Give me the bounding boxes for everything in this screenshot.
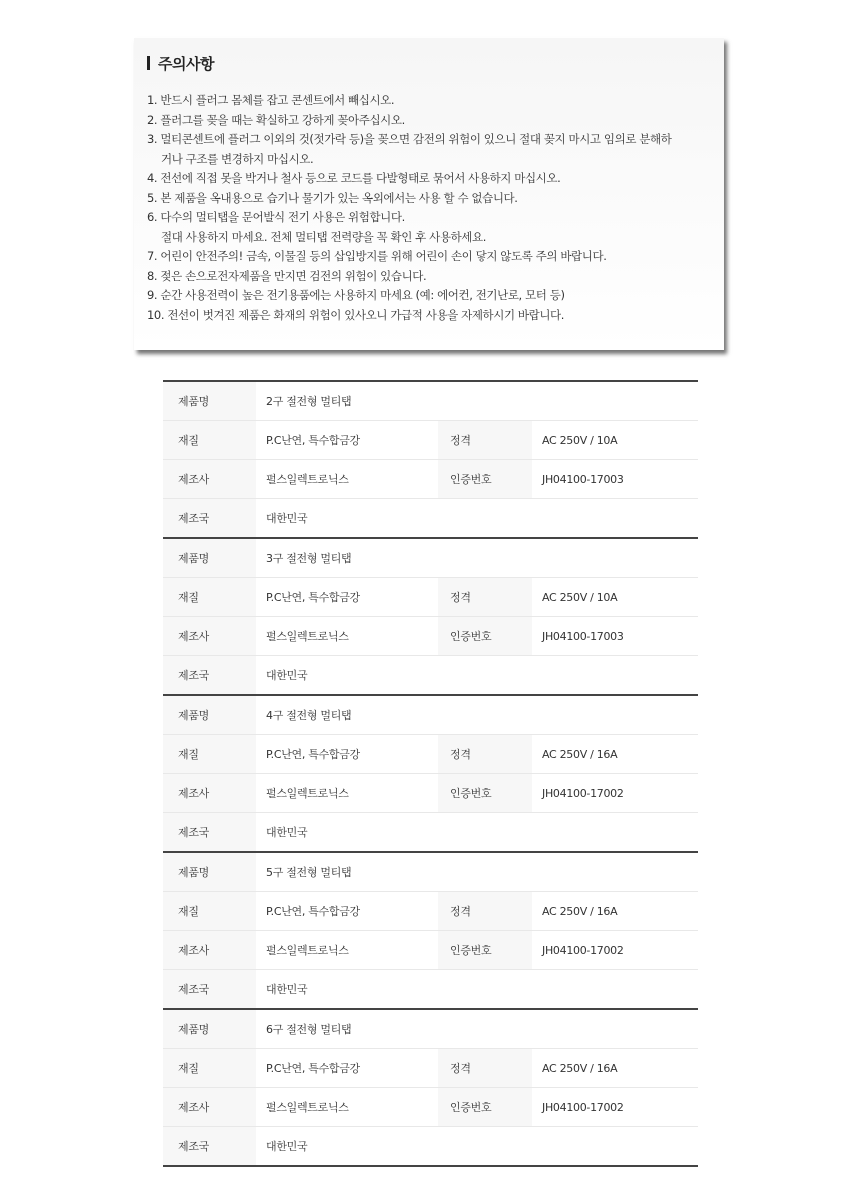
notice-item bbox=[147, 306, 724, 326]
notice-item-text: 10. 전선이 벗겨진 제품은 화재의 위험이 있사오니 가급적 사용을 자제하시기 바랍니다. bbox=[147, 307, 565, 322]
notice-header bbox=[147, 52, 724, 74]
product-name-value: 6구 절전형 멀티탭 bbox=[256, 1009, 698, 1049]
label-rating: 정격 bbox=[438, 1049, 532, 1088]
maker-value: 펄스일렉트로닉스 bbox=[256, 1088, 438, 1127]
label-country: 제조국 bbox=[163, 813, 256, 852]
label-product-name: 제품명 bbox=[163, 852, 256, 892]
label-maker: 제조사 bbox=[163, 617, 256, 656]
label-cert: 인증번호 bbox=[438, 617, 532, 656]
notice-item-text: 6. 다수의 멀티탭을 문어발식 전기 사용은 위험합니다. bbox=[147, 210, 405, 224]
label-maker: 제조사 bbox=[163, 1088, 256, 1127]
notice-item-text: 1. 반드시 플러그 몸체를 잡고 콘센트에서 빼십시오. bbox=[147, 93, 395, 107]
notice-item bbox=[147, 91, 724, 111]
rating-value: AC 250V / 16A bbox=[532, 892, 698, 931]
label-cert: 인증번호 bbox=[438, 1088, 532, 1127]
notice-item-text: 2. 플러그를 꽂을 때는 확실하고 강하게 꽂아주십시오. bbox=[147, 112, 405, 127]
rating-value: AC 250V / 10A bbox=[532, 578, 698, 617]
maker-value: 펄스일렉트로닉스 bbox=[256, 931, 438, 970]
spec-table bbox=[163, 851, 698, 1008]
label-country: 제조국 bbox=[163, 970, 256, 1009]
spec-row-country bbox=[163, 813, 698, 852]
label-rating: 정격 bbox=[438, 578, 532, 617]
country-value: 대한민국 bbox=[266, 512, 308, 525]
product-name-value: 5구 절전형 멀티탭 bbox=[256, 852, 698, 892]
country-value: 대한민국 bbox=[266, 826, 308, 839]
spec-row-name bbox=[163, 695, 698, 735]
label-maker: 제조사 bbox=[163, 774, 256, 813]
spec-row-country bbox=[163, 970, 698, 1009]
country-value: 대한민국 bbox=[266, 983, 308, 996]
spec-row-material bbox=[163, 578, 698, 617]
label-rating: 정격 bbox=[438, 421, 532, 460]
product-name-value: 2구 절전형 멀티탭 bbox=[256, 381, 698, 421]
product-name-value: 3구 절전형 멀티탭 bbox=[256, 538, 698, 578]
spec-row-name bbox=[163, 381, 698, 421]
spec-row-material bbox=[163, 421, 698, 460]
spec-row-country bbox=[163, 1127, 698, 1167]
label-cert: 인증번호 bbox=[438, 460, 532, 499]
spec-tables bbox=[163, 380, 698, 1167]
notice-item bbox=[147, 286, 724, 306]
notice-item-text: 8. 젖은 손으로전자제품을 만지면 검전의 위험이 있습니다. bbox=[147, 268, 427, 283]
label-material: 재질 bbox=[163, 1049, 256, 1088]
label-material: 재질 bbox=[163, 578, 256, 617]
maker-value: 펄스일렉트로닉스 bbox=[256, 617, 438, 656]
spec-row-material bbox=[163, 1049, 698, 1088]
label-country: 제조국 bbox=[163, 1127, 256, 1167]
label-product-name: 제품명 bbox=[163, 1009, 256, 1049]
spec-row-maker bbox=[163, 1088, 698, 1127]
product-name-value: 4구 절전형 멀티탭 bbox=[256, 695, 698, 735]
material-value: P.C난연, 특수합금강 bbox=[256, 735, 438, 774]
label-rating: 정격 bbox=[438, 735, 532, 774]
spec-row-name bbox=[163, 1009, 698, 1049]
country-value: 대한민국 bbox=[266, 669, 308, 682]
spec-row-country bbox=[163, 499, 698, 538]
title-bar-icon bbox=[147, 56, 150, 70]
label-material: 재질 bbox=[163, 735, 256, 774]
notice-item-text: 3. 멀티콘센트에 플러그 이외의 것(젓가락 등)을 꽂으면 감전의 위험이 있으니 절대 꽂지 마시고 임의로 분해하 bbox=[147, 132, 672, 146]
maker-value: 펄스일렉트로닉스 bbox=[256, 774, 438, 813]
material-value: P.C난연, 특수합금강 bbox=[256, 578, 438, 617]
cert-value: JH04100-17002 bbox=[532, 931, 698, 970]
material-value: P.C난연, 특수합금강 bbox=[256, 421, 438, 460]
spec-table bbox=[163, 537, 698, 694]
notice-item-text: 9. 순간 사용전력이 높은 전기용품에는 사용하지 마세요 (예: 에어컨, 전기난로, 모터 등) bbox=[147, 288, 565, 302]
notice-list bbox=[147, 91, 724, 325]
spec-row-name bbox=[163, 538, 698, 578]
spec-table bbox=[163, 694, 698, 851]
notice-item-continuation: 거나 구조를 변경하지 마십시오. bbox=[161, 151, 314, 166]
notice-item bbox=[147, 169, 724, 189]
spec-row-maker bbox=[163, 617, 698, 656]
label-cert: 인증번호 bbox=[438, 774, 532, 813]
material-value: P.C난연, 특수합금강 bbox=[256, 1049, 438, 1088]
notice-item bbox=[147, 189, 724, 209]
material-value: P.C난연, 특수합금강 bbox=[256, 892, 438, 931]
notice-item-continuation: 절대 사용하지 마세요. 전체 멀티탭 전력량을 꼭 확인 후 사용하세요. bbox=[161, 229, 486, 244]
spec-row-name bbox=[163, 852, 698, 892]
label-maker: 제조사 bbox=[163, 460, 256, 499]
spec-row-maker bbox=[163, 460, 698, 499]
spec-row-maker bbox=[163, 774, 698, 813]
notice-item bbox=[147, 130, 724, 169]
spec-row-maker bbox=[163, 931, 698, 970]
rating-value: AC 250V / 10A bbox=[532, 421, 698, 460]
notice-item bbox=[147, 111, 724, 131]
spec-row-material bbox=[163, 892, 698, 931]
cert-value: JH04100-17003 bbox=[532, 460, 698, 499]
rating-value: AC 250V / 16A bbox=[532, 1049, 698, 1088]
cert-value: JH04100-17003 bbox=[532, 617, 698, 656]
notice-item-text: 4. 전선에 직접 못을 박거나 철사 등으로 코드를 다발형태로 묶어서 사용하지 마십시오. bbox=[147, 171, 561, 185]
notice-item bbox=[147, 247, 724, 267]
label-maker: 제조사 bbox=[163, 931, 256, 970]
label-material: 재질 bbox=[163, 892, 256, 931]
maker-value: 펄스일렉트로닉스 bbox=[256, 460, 438, 499]
spec-row-material bbox=[163, 735, 698, 774]
spec-table bbox=[163, 1008, 698, 1167]
label-product-name: 제품명 bbox=[163, 381, 256, 421]
label-cert: 인증번호 bbox=[438, 931, 532, 970]
notice-item-text: 7. 어린이 안전주의! 금속, 이물질 등의 삽입방지를 위해 어린이 손이 닿지 않도록 주의 바랍니다. bbox=[147, 249, 607, 263]
rating-value: AC 250V / 16A bbox=[532, 735, 698, 774]
notice-title: 주의사항 bbox=[158, 54, 214, 73]
notice-item bbox=[147, 208, 724, 247]
label-country: 제조국 bbox=[163, 656, 256, 695]
notice-item-text: 5. 본 제품을 옥내용으로 습기나 물기가 있는 옥외에서는 사용 할 수 없습니다. bbox=[147, 190, 518, 205]
label-country: 제조국 bbox=[163, 499, 256, 538]
country-value: 대한민국 bbox=[266, 1140, 308, 1153]
cert-value: JH04100-17002 bbox=[532, 1088, 698, 1127]
cert-value: JH04100-17002 bbox=[532, 774, 698, 813]
label-product-name: 제품명 bbox=[163, 538, 256, 578]
spec-row-country bbox=[163, 656, 698, 695]
label-product-name: 제품명 bbox=[163, 695, 256, 735]
label-rating: 정격 bbox=[438, 892, 532, 931]
spec-table bbox=[163, 380, 698, 537]
notice-box bbox=[134, 38, 724, 350]
label-material: 재질 bbox=[163, 421, 256, 460]
notice-item bbox=[147, 267, 724, 287]
